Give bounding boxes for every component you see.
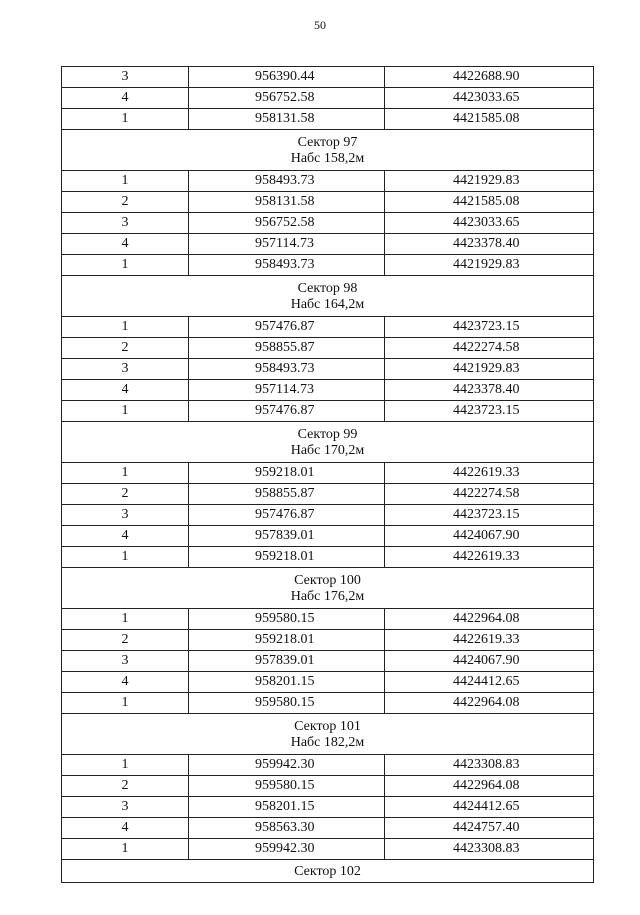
x-coordinate-cell: 958201.15 xyxy=(189,672,385,693)
x-coordinate-cell: 958493.73 xyxy=(189,255,385,276)
x-coordinate-cell: 958201.15 xyxy=(189,797,385,818)
x-coordinate-cell: 957839.01 xyxy=(189,651,385,672)
table-row xyxy=(62,797,594,818)
table-row xyxy=(62,630,594,651)
sector-altitude: Набс 170,2м xyxy=(290,443,365,458)
point-number-cell: 2 xyxy=(62,776,189,797)
y-coordinate-cell: 4423378.40 xyxy=(385,380,594,401)
y-coordinate-cell: 4422619.33 xyxy=(385,630,594,651)
sector-header-cell xyxy=(62,714,594,755)
x-coordinate-cell: 959218.01 xyxy=(189,463,385,484)
x-coordinate-cell: 958131.58 xyxy=(189,192,385,213)
sector-title: Сектор 99 xyxy=(297,427,358,442)
x-coordinate-cell: 959580.15 xyxy=(189,693,385,714)
point-number-cell: 3 xyxy=(62,505,189,526)
y-coordinate-cell: 4423033.65 xyxy=(385,213,594,234)
x-coordinate-cell: 958131.58 xyxy=(189,109,385,130)
x-coordinate-cell: 959218.01 xyxy=(189,630,385,651)
sector-title: Сектор 102 xyxy=(294,864,361,879)
table-row xyxy=(62,609,594,630)
x-coordinate-cell: 957476.87 xyxy=(189,505,385,526)
x-coordinate-cell: 957476.87 xyxy=(189,401,385,422)
point-number-cell: 1 xyxy=(62,693,189,714)
point-number-cell: 4 xyxy=(62,88,189,109)
sector-title: Сектор 100 xyxy=(294,573,361,588)
table-row xyxy=(62,109,594,130)
table-row xyxy=(62,338,594,359)
point-number-cell: 3 xyxy=(62,213,189,234)
point-number-cell: 3 xyxy=(62,359,189,380)
point-number-cell: 3 xyxy=(62,651,189,672)
sector-header-row xyxy=(62,422,594,463)
y-coordinate-cell: 4424067.90 xyxy=(385,651,594,672)
y-coordinate-cell: 4421929.83 xyxy=(385,359,594,380)
table-row xyxy=(62,255,594,276)
table-row xyxy=(62,526,594,547)
point-number-cell: 1 xyxy=(62,839,189,860)
point-number-cell: 2 xyxy=(62,192,189,213)
point-number-cell: 1 xyxy=(62,171,189,192)
sector-header-row xyxy=(62,568,594,609)
y-coordinate-cell: 4424757.40 xyxy=(385,818,594,839)
point-number-cell: 1 xyxy=(62,109,189,130)
table-row xyxy=(62,547,594,568)
table-row xyxy=(62,755,594,776)
point-number-cell: 2 xyxy=(62,484,189,505)
point-number-cell: 2 xyxy=(62,630,189,651)
sector-header-cell xyxy=(62,422,594,463)
coordinates-table xyxy=(61,66,594,883)
sector-altitude: Набс 164,2м xyxy=(290,297,365,312)
point-number-cell: 3 xyxy=(62,797,189,818)
x-coordinate-cell: 957114.73 xyxy=(189,380,385,401)
x-coordinate-cell: 958493.73 xyxy=(189,359,385,380)
sector-title: Сектор 98 xyxy=(297,281,358,296)
y-coordinate-cell: 4423308.83 xyxy=(385,755,594,776)
y-coordinate-cell: 4422274.58 xyxy=(385,338,594,359)
sector-altitude: Набс 176,2м xyxy=(290,589,365,604)
x-coordinate-cell: 958855.87 xyxy=(189,484,385,505)
y-coordinate-cell: 4421585.08 xyxy=(385,192,594,213)
sector-altitude: Набс 182,2м xyxy=(290,735,365,750)
table-row xyxy=(62,213,594,234)
table-row xyxy=(62,359,594,380)
point-number-cell: 4 xyxy=(62,380,189,401)
x-coordinate-cell: 958493.73 xyxy=(189,171,385,192)
y-coordinate-cell: 4423033.65 xyxy=(385,88,594,109)
y-coordinate-cell: 4423723.15 xyxy=(385,505,594,526)
point-number-cell: 4 xyxy=(62,234,189,255)
x-coordinate-cell: 956752.58 xyxy=(189,88,385,109)
point-number-cell: 1 xyxy=(62,401,189,422)
table-row xyxy=(62,317,594,338)
sector-altitude: Набс 158,2м xyxy=(290,151,365,166)
table-row xyxy=(62,839,594,860)
point-number-cell: 1 xyxy=(62,463,189,484)
point-number-cell: 4 xyxy=(62,672,189,693)
x-coordinate-cell: 959580.15 xyxy=(189,776,385,797)
sector-title: Сектор 101 xyxy=(294,719,361,734)
x-coordinate-cell: 956390.44 xyxy=(189,67,385,88)
table-row xyxy=(62,171,594,192)
y-coordinate-cell: 4422964.08 xyxy=(385,693,594,714)
point-number-cell: 1 xyxy=(62,609,189,630)
table-row xyxy=(62,505,594,526)
sector-title: Сектор 97 xyxy=(297,135,358,150)
sector-header-row xyxy=(62,276,594,317)
table-row xyxy=(62,380,594,401)
page-number: 50 xyxy=(314,18,326,32)
table-row xyxy=(62,818,594,839)
x-coordinate-cell: 957476.87 xyxy=(189,317,385,338)
x-coordinate-cell: 959942.30 xyxy=(189,755,385,776)
point-number-cell: 4 xyxy=(62,526,189,547)
table-row xyxy=(62,672,594,693)
x-coordinate-cell: 956752.58 xyxy=(189,213,385,234)
x-coordinate-cell: 959942.30 xyxy=(189,839,385,860)
y-coordinate-cell: 4423308.83 xyxy=(385,839,594,860)
table-row xyxy=(62,192,594,213)
sector-header-row xyxy=(62,714,594,755)
table-row xyxy=(62,401,594,422)
x-coordinate-cell: 959580.15 xyxy=(189,609,385,630)
point-number-cell: 1 xyxy=(62,755,189,776)
sector-header-row xyxy=(62,860,594,883)
y-coordinate-cell: 4422619.33 xyxy=(385,547,594,568)
sector-header-cell xyxy=(62,276,594,317)
x-coordinate-cell: 957114.73 xyxy=(189,234,385,255)
table-row xyxy=(62,484,594,505)
y-coordinate-cell: 4424412.65 xyxy=(385,797,594,818)
x-coordinate-cell: 958855.87 xyxy=(189,338,385,359)
y-coordinate-cell: 4421929.83 xyxy=(385,255,594,276)
y-coordinate-cell: 4422964.08 xyxy=(385,776,594,797)
y-coordinate-cell: 4423723.15 xyxy=(385,401,594,422)
point-number-cell: 1 xyxy=(62,255,189,276)
point-number-cell: 2 xyxy=(62,338,189,359)
point-number-cell: 1 xyxy=(62,317,189,338)
y-coordinate-cell: 4423378.40 xyxy=(385,234,594,255)
y-coordinate-cell: 4421585.08 xyxy=(385,109,594,130)
x-coordinate-cell: 959218.01 xyxy=(189,547,385,568)
point-number-cell: 3 xyxy=(62,67,189,88)
y-coordinate-cell: 4424067.90 xyxy=(385,526,594,547)
x-coordinate-cell: 958563.30 xyxy=(189,818,385,839)
point-number-cell: 1 xyxy=(62,547,189,568)
x-coordinate-cell: 957839.01 xyxy=(189,526,385,547)
y-coordinate-cell: 4422964.08 xyxy=(385,609,594,630)
table-row xyxy=(62,234,594,255)
sector-header-cell xyxy=(62,860,594,883)
y-coordinate-cell: 4423723.15 xyxy=(385,317,594,338)
sector-header-cell xyxy=(62,568,594,609)
y-coordinate-cell: 4422688.90 xyxy=(385,67,594,88)
table-row xyxy=(62,651,594,672)
table-row xyxy=(62,693,594,714)
table-row xyxy=(62,463,594,484)
y-coordinate-cell: 4424412.65 xyxy=(385,672,594,693)
y-coordinate-cell: 4422619.33 xyxy=(385,463,594,484)
table-row xyxy=(62,88,594,109)
point-number-cell: 4 xyxy=(62,818,189,839)
sector-header-cell xyxy=(62,130,594,171)
y-coordinate-cell: 4422274.58 xyxy=(385,484,594,505)
sector-header-row xyxy=(62,130,594,171)
table-row xyxy=(62,67,594,88)
y-coordinate-cell: 4421929.83 xyxy=(385,171,594,192)
table-row xyxy=(62,776,594,797)
